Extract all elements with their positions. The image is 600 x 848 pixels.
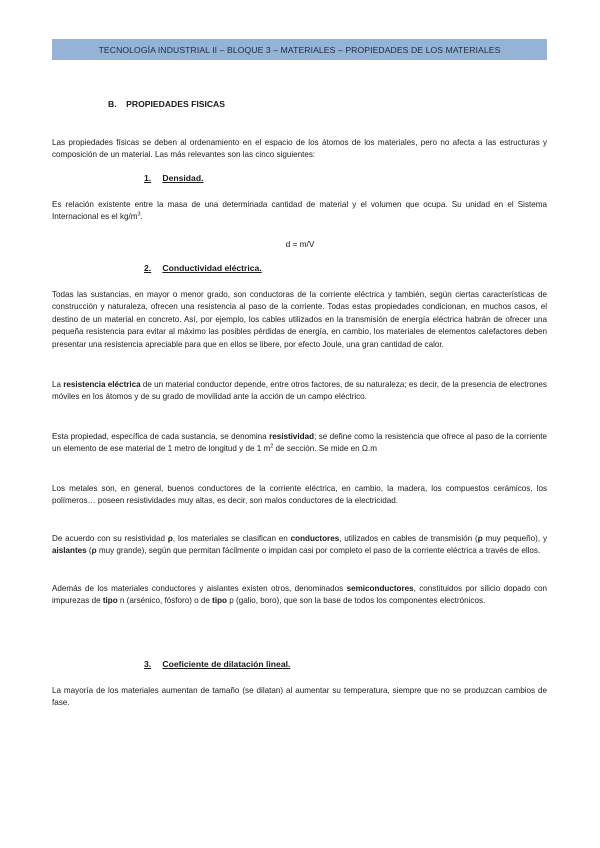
dilatacion-paragraph: La mayoría de los materiales aumentan de tamaño (se dilatan) al aumentar su temperatura, siempre que no se produzcan cambios de fase. xyxy=(52,686,547,708)
subheading-number: 3. xyxy=(144,659,152,669)
conductividad-paragraph-5: De acuerdo con su resistividad ρ, los materiales se clasifican en conductores, utilizados en cables de transmisión (ρ muy pequeño), y aislantes (ρ muy grande), según que permitan fácilmente o impidan casi por completo el paso de la corriente eléctrica a través de ellos. xyxy=(52,534,547,556)
subheading-number: 1. xyxy=(144,173,152,183)
subheading-densidad xyxy=(144,173,203,183)
subheading-title: Conductividad eléctrica. xyxy=(162,263,262,273)
conductividad-paragraph-3: Esta propiedad, específica de cada sustancia, se denomina resistividad; se define como la resistencia que ofrece al paso de la corriente un elemento de ese material de 1 metro de longitud y de 1 $m^2$ de sección. Se mide en Ω.m xyxy=(52,432,547,454)
subheading-title: Coeficiente de dilatación lineal. xyxy=(162,659,291,669)
subheading-title: Densidad. xyxy=(162,173,204,183)
conductividad-paragraph-2: La resistencia eléctrica de un material conductor depende, entre otros factores, de su naturaleza; es decir, de la presencia de electrones móviles en los átomos y de su grado de movilidad ante la acción de un campo eléctrico. xyxy=(52,380,547,402)
densidad-paragraph: Es relación existente entre la masa de una determinada cantidad de material y el volumen que ocupa. Su unidad en el Sistema Internacional es el $kg/m^3$. xyxy=(52,200,547,222)
section-title: B. PROPIEDADES FISICAS xyxy=(108,99,225,109)
conductividad-paragraph-1: Todas las sustancias, en mayor o menor grado, son conductoras de la corriente eléctrica y también, según ciertas características de construcción y naturaleza, ofrecen una resistencia al paso de la corriente. Todas estas propiedades condicionan, en muchos casos, el destino de un material en concreto. Así, por ejemplo, los cables utilizados en la transmisión de energía eléctrica habrán de ofrecer una pequeña resistencia para evitar al máximo las posibles pérdidas de energía, en cambio, los materiales de elementos calefactores deben presentar una resistencia apreciable para que en ellos se libere, por efecto Joule, una gran cantidad de calor. xyxy=(52,290,547,349)
subheading-conductividad xyxy=(144,263,262,273)
header-title: TECNOLOGÍA INDUSTRIAL II – BLOQUE 3 – MATERIALES – PROPIEDADES DE LOS MATERIALES xyxy=(98,44,501,55)
subheading-number: 2. xyxy=(144,263,152,273)
conductividad-paragraph-4: Los metales son, en general, buenos conductores de la corriente eléctrica, en cambio, la madera, los compuestos cerámicos, los polímeros… poseen resistividades muy altas, es decir, son malos conductores de la electricidad. xyxy=(52,484,547,506)
running-header xyxy=(52,39,547,60)
density-formula: d = m/V xyxy=(285,239,315,249)
subheading-dilatacion xyxy=(144,659,290,669)
conductividad-paragraph-6: Además de los materiales conductores y aislantes existen otros, denominados semiconductores, constituidos por silicio dopado con impurezas de tipo n (arsénico, fósforo) o de tipo p (galio, boro), que son la base de todos los componentes electrónicos. xyxy=(52,584,548,606)
intro-paragraph: Las propiedades físicas se deben al ordenamiento en el espacio de los átomos de los materiales, pero no afecta a las estructuras y composición de un material. Las más relevantes son las cinco siguientes: xyxy=(52,138,547,160)
